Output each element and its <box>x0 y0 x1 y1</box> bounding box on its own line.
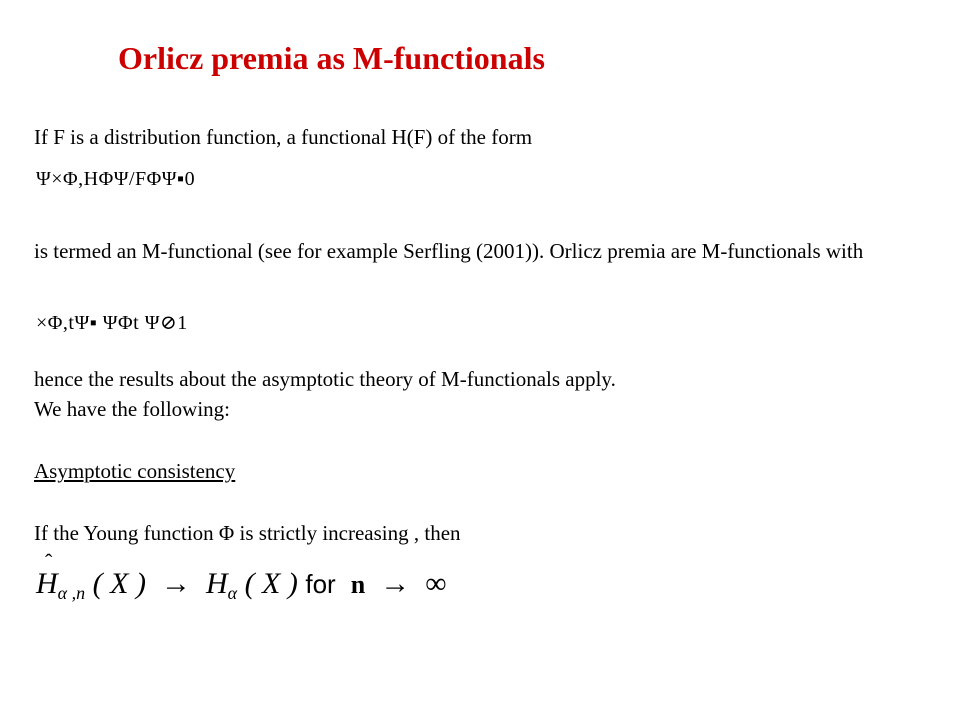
following-text: We have the following: <box>34 397 231 421</box>
limit-argument: ( X ) <box>244 567 298 600</box>
intro-text: If F is a distribution function, a functional H(F) of the form <box>34 125 533 149</box>
description-text: is termed an M-functional (see for example Serfling (2001)). Orlicz premia are M-functionals with <box>34 239 864 263</box>
limit-arrow: → <box>380 567 411 600</box>
hat-accent: ˆ <box>45 549 53 574</box>
orlicz-psi-formula: ×Φ,tΨ▪ ΨΦt Ψ⊘1 <box>36 312 188 334</box>
estimator-symbol: ˆ H <box>36 549 58 600</box>
estimator-subscript: α ,n <box>57 583 86 603</box>
consistency-formula <box>36 549 447 604</box>
for-word: for <box>305 569 336 599</box>
m-functional-formula: Ψ×Φ,HΦΨ/FΦΨ▪0 <box>36 168 196 190</box>
slide-title: Orlicz premia as M-functionals <box>118 40 545 76</box>
n-variable: n <box>350 570 366 599</box>
infinity-symbol: ∞ <box>425 567 447 600</box>
limit-subscript: α <box>227 583 238 603</box>
condition-text: If the Young function Φ is strictly increasing , then <box>34 521 461 545</box>
convergence-arrow: → <box>160 567 191 600</box>
limit-symbol: H <box>205 567 228 600</box>
result-intro-text: hence the results about the asymptotic theory of M-functionals apply. <box>34 367 616 391</box>
section-heading: Asymptotic consistency <box>34 459 236 483</box>
estimator-argument: ( X ) <box>92 567 146 600</box>
